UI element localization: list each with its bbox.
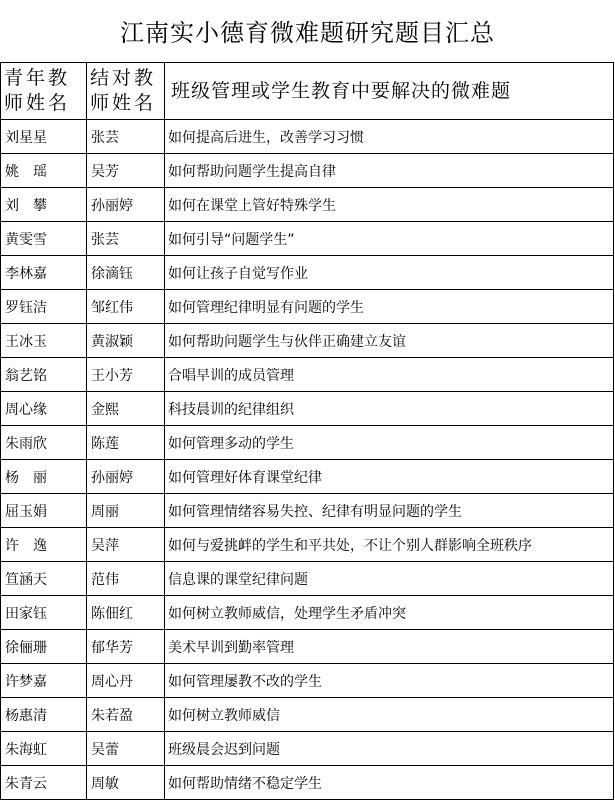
table-row — [1, 460, 614, 494]
mentor-name-cell: 王小芳 — [87, 358, 165, 392]
table-row — [1, 664, 614, 698]
mentor-name-cell: 张芸 — [87, 222, 165, 256]
problem-cell: 科技晨训的纪律组织 — [165, 392, 614, 426]
table-row — [1, 732, 614, 766]
mentor-name-cell: 郁华芳 — [87, 630, 165, 664]
header-mentor: 结对教师姓名 — [87, 63, 165, 120]
problem-cell: 如何管理好体育课堂纪律 — [165, 460, 614, 494]
teacher-name-cell: 杨惠清 — [1, 698, 87, 732]
mentor-name-cell: 陈莲 — [87, 426, 165, 460]
header-teacher: 青年教师姓名 — [1, 63, 87, 120]
header-row — [1, 63, 614, 120]
problem-cell: 信息课的课堂纪律问题 — [165, 562, 614, 596]
mentor-name-cell: 张芸 — [87, 120, 165, 154]
header-problem: 班级管理或学生教育中要解决的微难题 — [165, 63, 614, 120]
problem-cell: 美术早训到勤率管理 — [165, 630, 614, 664]
mentor-name-cell: 金熙 — [87, 392, 165, 426]
teacher-name-cell: 王冰玉 — [1, 324, 87, 358]
table-row — [1, 426, 614, 460]
mentor-name-cell: 范伟 — [87, 562, 165, 596]
teacher-name-cell: 屈玉娟 — [1, 494, 87, 528]
problem-cell: 如何与爱挑衅的学生和平共处，不让个别人群影响全班秩序 — [165, 528, 614, 562]
table-row — [1, 120, 614, 154]
teacher-name-cell: 姚 瑶 — [1, 154, 87, 188]
table-row — [1, 392, 614, 426]
problem-cell: 如何提高后进生，改善学习习惯 — [165, 120, 614, 154]
table-row — [1, 256, 614, 290]
teacher-name-cell: 刘 攀 — [1, 188, 87, 222]
teacher-name-cell: 刘星星 — [1, 120, 87, 154]
mentor-name-cell: 陈佃红 — [87, 596, 165, 630]
mentor-name-cell: 周心丹 — [87, 664, 165, 698]
page-title: 江南实小德育微难题研究题目汇总 — [120, 19, 495, 47]
teacher-name-cell: 徐俪珊 — [1, 630, 87, 664]
problem-cell: 如何管理纪律明显有问题的学生 — [165, 290, 614, 324]
teacher-name-cell: 许梦嘉 — [1, 664, 87, 698]
mentor-name-cell: 周敏 — [87, 766, 165, 800]
teacher-name-cell: 田家钰 — [1, 596, 87, 630]
table-row — [1, 222, 614, 256]
mentor-name-cell: 邹红伟 — [87, 290, 165, 324]
table-row — [1, 528, 614, 562]
problem-cell: 如何管理情绪容易失控、纪律有明显问题的学生 — [165, 494, 614, 528]
teacher-name-cell: 朱雨欣 — [1, 426, 87, 460]
problem-cell: 如何帮助问题学生提高自律 — [165, 154, 614, 188]
mentor-name-cell: 吴萍 — [87, 528, 165, 562]
teacher-name-cell: 黄雯雪 — [1, 222, 87, 256]
problem-cell: 如何帮助问题学生与伙伴正确建立友谊 — [165, 324, 614, 358]
table-row — [1, 188, 614, 222]
problem-cell: 如何管理多动的学生 — [165, 426, 614, 460]
problem-cell: 如何引导“问题学生” — [165, 222, 614, 256]
problem-cell: 如何树立教师威信，处理学生矛盾冲突 — [165, 596, 614, 630]
problem-cell: 合唱早训的成员管理 — [165, 358, 614, 392]
problem-cell: 如何管理屡教不改的学生 — [165, 664, 614, 698]
table-row — [1, 358, 614, 392]
mentor-name-cell: 周丽 — [87, 494, 165, 528]
table-row — [1, 324, 614, 358]
teacher-name-cell: 翁艺铭 — [1, 358, 87, 392]
table-row — [1, 154, 614, 188]
teacher-name-cell: 许 逸 — [1, 528, 87, 562]
problem-cell: 班级晨会迟到问题 — [165, 732, 614, 766]
problem-cell: 如何树立教师威信 — [165, 698, 614, 732]
teacher-name-cell: 周心缘 — [1, 392, 87, 426]
table-row — [1, 494, 614, 528]
table-row — [1, 630, 614, 664]
mentor-name-cell: 孙丽婷 — [87, 188, 165, 222]
teacher-name-cell: 李林嘉 — [1, 256, 87, 290]
table-row — [1, 562, 614, 596]
table-row — [1, 698, 614, 732]
teacher-name-cell: 罗钰洁 — [1, 290, 87, 324]
problem-cell: 如何让孩子自觉写作业 — [165, 256, 614, 290]
table-row — [1, 596, 614, 630]
teacher-name-cell: 朱青云 — [1, 766, 87, 800]
teacher-name-cell: 朱海虹 — [1, 732, 87, 766]
table-row — [1, 766, 614, 800]
mentor-name-cell: 黄淑颖 — [87, 324, 165, 358]
teacher-name-cell: 笪涵天 — [1, 562, 87, 596]
problem-cell: 如何在课堂上管好特殊学生 — [165, 188, 614, 222]
mentor-name-cell: 徐滴钰 — [87, 256, 165, 290]
topics-table — [0, 62, 614, 800]
mentor-name-cell: 吴芳 — [87, 154, 165, 188]
problem-cell: 如何帮助情绪不稳定学生 — [165, 766, 614, 800]
mentor-name-cell: 朱若盈 — [87, 698, 165, 732]
table-row — [1, 290, 614, 324]
mentor-name-cell: 孙丽婷 — [87, 460, 165, 494]
teacher-name-cell: 杨 丽 — [1, 460, 87, 494]
mentor-name-cell: 吴蕾 — [87, 732, 165, 766]
